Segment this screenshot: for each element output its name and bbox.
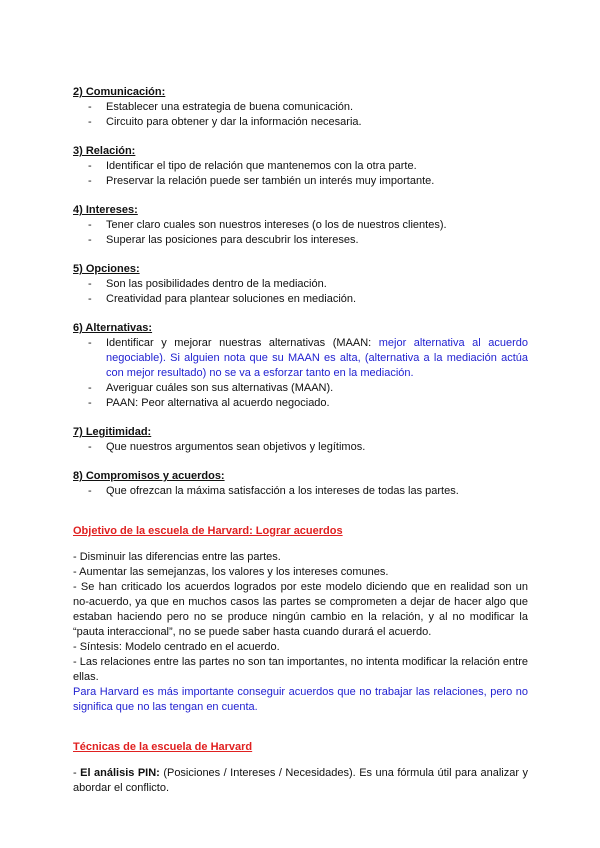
list-item-text: Son las posibilidades dentro de la mediación. [106, 278, 327, 290]
list-item [73, 159, 528, 174]
list-item-text: Superar las posiciones para descubrir los intereses. [106, 234, 359, 246]
paragraph-line: - Disminuir las diferencias entre las partes. [73, 551, 281, 563]
section-comunicacion [73, 85, 528, 130]
dash-bullet: - [88, 278, 92, 290]
list-item-text: Establecer una estrategia de buena comunicación. [106, 101, 354, 113]
paragraph-line: - Síntesis: Modelo centrado en el acuerdo. [73, 641, 280, 653]
tecnicas-paragraph [73, 766, 528, 796]
list-item [73, 440, 528, 455]
section-heading: 6) Alternativas: [73, 322, 153, 334]
paragraph-line: - Aumentar las semejanzas, los valores y los intereses comunes. [73, 566, 389, 578]
bullet-list [73, 100, 528, 130]
list-item [73, 396, 528, 411]
list-item-text: Que ofrezcan la máxima satisfacción a los intereses de todas las partes. [106, 485, 459, 497]
bold-term: El análisis PIN: [80, 767, 160, 779]
section-heading: 8) Compromisos y acuerdos: [73, 470, 225, 482]
harvard-title: Objetivo de la escuela de Harvard: Lograr acuerdos [73, 525, 343, 537]
dash-bullet: - [88, 441, 92, 453]
section-heading: 5) Opciones: [73, 263, 140, 275]
dash-bullet: - [88, 116, 92, 128]
paragraph-line: - Las relaciones entre las partes no son tan importantes, no intenta modificar la relación entre ellas. [73, 656, 528, 683]
bullet-list [73, 277, 528, 307]
dash-bullet: - [88, 397, 92, 409]
list-item [73, 218, 528, 233]
list-item [73, 115, 528, 130]
section-opciones [73, 262, 528, 307]
section-heading: 4) Intereses: [73, 204, 138, 216]
dash-bullet: - [88, 293, 92, 305]
document-page [73, 85, 528, 796]
list-item-text: Que nuestros argumentos sean objetivos y legítimos. [106, 441, 366, 453]
list-item-text: Identificar el tipo de relación que mantenemos con la otra parte. [106, 160, 417, 172]
section-intereses [73, 203, 528, 248]
bullet-list [73, 159, 528, 189]
dash-bullet: - [88, 175, 92, 187]
section-legitimidad [73, 425, 528, 455]
bullet-list [73, 484, 528, 499]
list-item-text: Creatividad para plantear soluciones en mediación. [106, 293, 357, 305]
list-item [73, 233, 528, 248]
harvard-note: Para Harvard es más importante conseguir acuerdos que no trabajar las relaciones, pero no significa que no las tengan en cuenta. [73, 686, 528, 713]
list-item [73, 336, 528, 381]
dash-prefix: - [73, 767, 81, 779]
list-item [73, 174, 528, 189]
section-tecnicas [73, 740, 528, 796]
dash-bullet: - [88, 382, 92, 394]
section-compromisos [73, 469, 528, 499]
list-item [73, 381, 528, 396]
paragraph-text: (Posiciones / Intereses / Necesidades). Es una fórmula útil para analizar y abordar el conflicto. [73, 767, 528, 794]
dash-bullet: - [88, 160, 92, 172]
list-item-text: Identificar y mejorar nuestras alternativas (MAAN: [106, 337, 379, 349]
list-item [73, 277, 528, 292]
bullet-list [73, 218, 528, 248]
dash-bullet: - [88, 234, 92, 246]
dash-bullet: - [88, 101, 92, 113]
list-item-text: Circuito para obtener y dar la información necesaria. [106, 116, 362, 128]
section-alternativas [73, 321, 528, 411]
list-item-text: Preservar la relación puede ser también un interés muy importante. [106, 175, 435, 187]
list-item [73, 100, 528, 115]
section-heading: 2) Comunicación: [73, 86, 166, 98]
bullet-list [73, 336, 528, 411]
paragraph-line: - Se han criticado los acuerdos logrados por este modelo diciendo que en realidad son un no-acuerdo, ya que en muchos casos las partes se comprometen a dejar de hacer algo que estaban haciendo pero no se produce ningún cambio en la relación, y al no modificar la “pauta interaccional”, no se puede saber hasta cuando durará el acuerdo. [73, 581, 528, 638]
tecnicas-title: Técnicas de la escuela de Harvard [73, 741, 253, 753]
list-item-text: Averiguar cuáles son sus alternativas (MAAN). [106, 382, 334, 394]
section-heading: 7) Legitimidad: [73, 426, 152, 438]
highlighted-text: mejor alternativa al acuerdo negociable). Si alguien nota que su MAAN es alta, (alternativa a la mediación actúa con mejor resultado) no se va a esforzar tanto en la mediación. [106, 337, 528, 379]
section-heading: 3) Relación: [73, 145, 136, 157]
section-relacion [73, 144, 528, 189]
dash-bullet: - [88, 485, 92, 497]
list-item-text: PAAN: Peor alternativa al acuerdo negociado. [106, 397, 330, 409]
bullet-list [73, 440, 528, 455]
dash-bullet: - [88, 219, 92, 231]
list-item [73, 292, 528, 307]
dash-bullet: - [88, 337, 92, 349]
list-item-text: Tener claro cuales son nuestros intereses (o los de nuestros clientes). [106, 219, 447, 231]
section-harvard-objetivo [73, 524, 528, 715]
list-item [73, 484, 528, 499]
